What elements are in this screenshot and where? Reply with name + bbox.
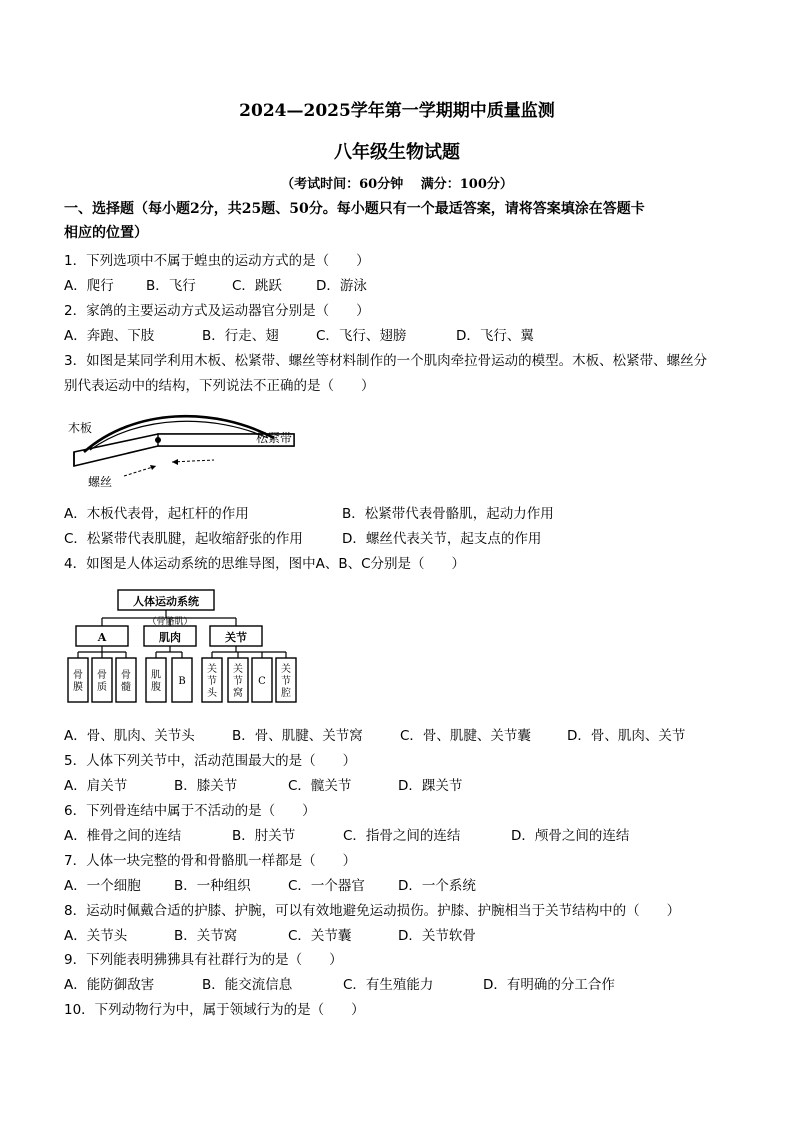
question-3-stem-cont: 别代表运动中的结构，下列说法不正确的是（ ） — [64, 378, 375, 394]
section-heading: 一、选择题（每小题2分，共25题、50分。每小题只有一个最适答案，请将答案填涂在答题卡 — [64, 201, 645, 217]
question-3-stem: 3．如图是某同学利用木板、松紧带、螺丝等材料制作的一个肌肉牵拉骨运动的模型。木板、松紧带、螺丝分 — [64, 353, 708, 369]
q7-option-c: C．一个器官 — [288, 878, 365, 894]
q2-option-b: B．行走、翅 — [202, 328, 279, 344]
map-root: 人体运动系统 — [133, 595, 199, 608]
q5-option-d: D．踝关节 — [398, 778, 463, 794]
label-board: 木板 — [68, 421, 93, 435]
q2-option-d: D．飞行、翼 — [456, 328, 534, 344]
q9-option-d: D．有明确的分工合作 — [483, 977, 615, 993]
section-heading-cont: 相应的位置） — [64, 225, 148, 241]
q3-option-a: A．木板代表骨，起杠杆的作用 — [64, 506, 249, 522]
q6-option-c: C．指骨之间的连结 — [343, 828, 461, 844]
question-9-stem: 9．下列能表明狒狒具有社群行为的是（ ） — [64, 952, 343, 968]
q8-option-b: B．关节窝 — [174, 928, 238, 944]
q3-option-d: D．螺丝代表关节，起支点的作用 — [342, 531, 542, 547]
map-leaf-muscle-parts-0: 肌腹 — [151, 670, 161, 693]
q6-option-a: A．椎骨之间的连结 — [64, 828, 182, 844]
q4-option-c: C．骨、肌腱、关节囊 — [400, 728, 531, 744]
q3-option-c: C．松紧带代表肌腱，起收缩舒张的作用 — [64, 531, 303, 547]
q8-option-a: A．关节头 — [64, 928, 128, 944]
q3-option-b: B．松紧带代表骨骼肌，起动力作用 — [342, 506, 554, 522]
map-leaf-joint-parts-0: 关节头 — [207, 664, 217, 699]
question-5-stem: 5．人体下列关节中，活动范围最大的是（ ） — [64, 753, 357, 769]
q7-option-a: A．一个细胞 — [64, 878, 141, 894]
q4-option-a: A．骨、肌肉、关节头 — [64, 728, 195, 744]
figure-muscle-model — [64, 404, 304, 494]
question-10-stem: 10．下列动物行为中，属于领域行为的是（ ） — [64, 1002, 365, 1018]
exam-subtitle: 八年级生物试题 — [334, 142, 460, 163]
label-screw: 螺丝 — [88, 475, 113, 489]
question-7-stem: 7．人体一块完整的骨和骨骼肌一样都是（ ） — [64, 853, 357, 869]
q6-option-b: B．肘关节 — [232, 828, 296, 844]
q5-option-c: C．髋关节 — [288, 778, 352, 794]
map-leaf-joint-parts-1: 关节窝 — [233, 664, 243, 699]
q8-option-c: C．关节囊 — [288, 928, 352, 944]
q2-option-c: C．飞行、翅膀 — [316, 328, 407, 344]
map-leaf-bone-parts-2: 骨髓 — [121, 670, 131, 693]
q1-option-c: C．跳跃 — [232, 278, 282, 294]
q8-option-d: D．关节软骨 — [398, 928, 476, 944]
map-leaf-joint-parts-3: 关节腔 — [281, 664, 291, 699]
q2-option-a: A．奔跑、下肢 — [64, 328, 155, 344]
q1-option-d: D．游泳 — [316, 278, 367, 294]
map-leaf-muscle-parts-1: B — [178, 676, 186, 687]
q6-option-d: D．颅骨之间的连结 — [511, 828, 630, 844]
map-muscle: 肌肉 — [159, 631, 181, 644]
map-joint: 关节 — [225, 631, 247, 644]
q9-option-c: C．有生殖能力 — [343, 977, 434, 993]
q4-option-b: B．骨、肌腱、关节窝 — [232, 728, 363, 744]
question-2-stem: 2．家鸽的主要运动方式及运动器官分别是（ ） — [64, 303, 370, 319]
map-a: A — [97, 631, 107, 644]
question-1-stem: 1．下列选项中不属于蝗虫的运动方式的是（ ） — [64, 253, 370, 269]
map-leaf-joint-parts-2: C — [258, 676, 266, 687]
map-leaf-bone-parts-1: 骨质 — [97, 670, 107, 693]
q5-option-b: B．膝关节 — [174, 778, 238, 794]
map-leaf-bone-parts-0: 骨膜 — [73, 670, 83, 693]
label-elastic-band: 松紧带 — [256, 431, 293, 445]
q1-option-a: A．爬行 — [64, 278, 114, 294]
exam-info: （考试时间：60分钟 满分：100分） — [281, 177, 513, 192]
q7-option-b: B．一种组织 — [174, 878, 251, 894]
question-8-stem: 8．运动时佩戴合适的护膝、护腕，可以有效地避免运动损伤。护膝、护腕相当于关节结构中的（ ） — [64, 903, 681, 919]
q5-option-a: A．肩关节 — [64, 778, 128, 794]
screw-shape — [155, 437, 161, 443]
q1-option-b: B．飞行 — [146, 278, 196, 294]
exam-title: 2024—2025学年第一学期期中质量监测 — [239, 101, 555, 121]
figure-mind-map — [64, 586, 309, 708]
question-4-stem: 4．如图是人体运动系统的思维导图，图中A、B、C分别是（ ） — [64, 556, 466, 572]
q7-option-d: D．一个系统 — [398, 878, 476, 894]
map-muscle-note: （骨骼肌） — [147, 617, 193, 627]
q9-option-b: B．能交流信息 — [202, 977, 293, 993]
q4-option-d: D．骨、肌肉、关节 — [567, 728, 686, 744]
question-6-stem: 6．下列骨连结中属于不活动的是（ ） — [64, 803, 316, 819]
q9-option-a: A．能防御敌害 — [64, 977, 155, 993]
